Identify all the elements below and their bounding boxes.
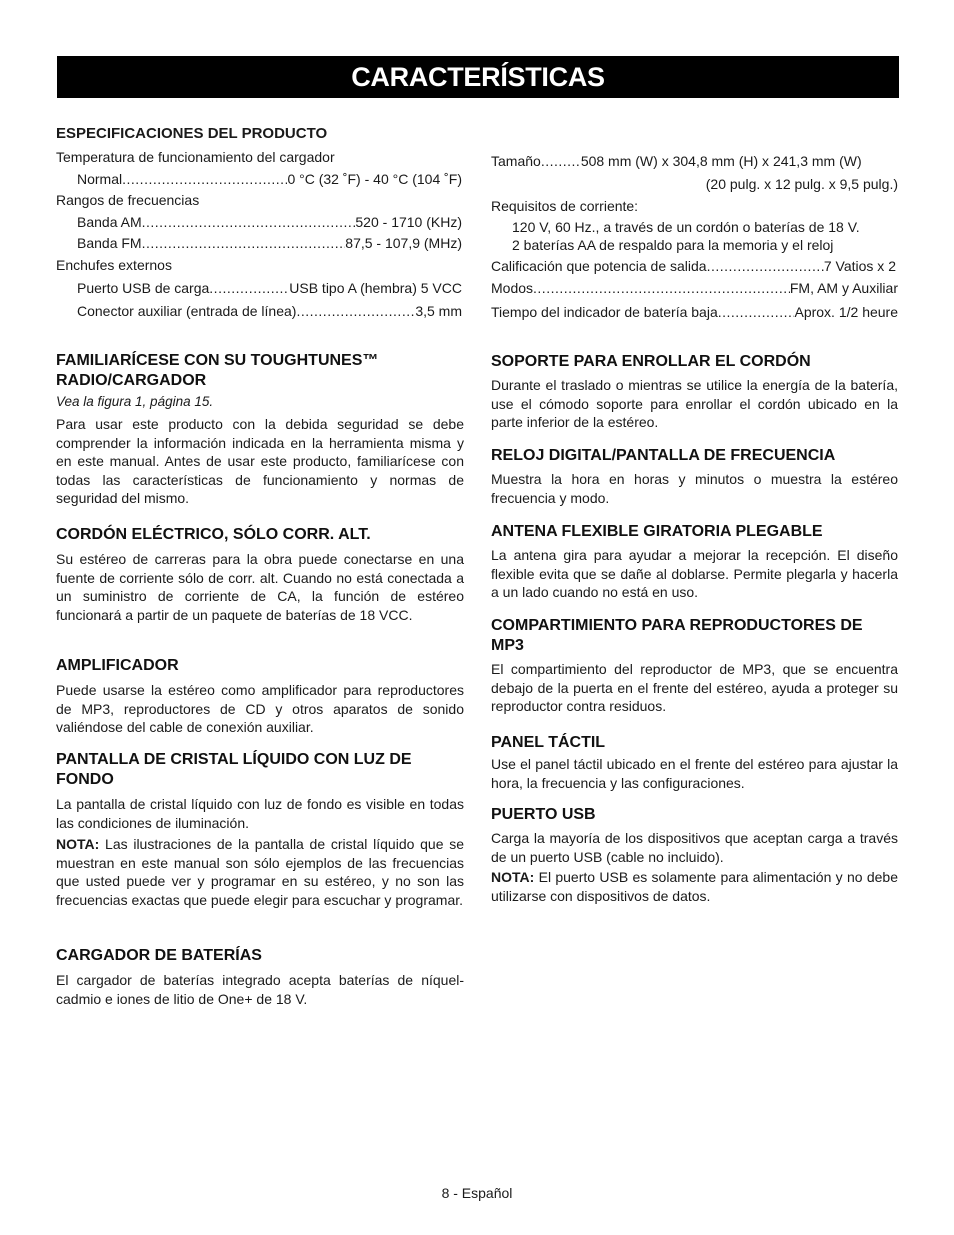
spec-value: 3,5 mm xyxy=(415,303,462,319)
section-body: Durante el traslado o mientras se utilice la energía de la batería, use el cómodo soporte para enrollar el cordón ubicado en la parte inferior de la estéreo. xyxy=(491,377,898,431)
spec-aux xyxy=(77,302,462,320)
section-mp3 xyxy=(491,616,898,716)
section-body: El cargador de baterías integrado acepta baterías de níquel-cadmio e iones de litio de One+ de 18 V. xyxy=(56,972,464,1007)
section-body: Para usar este producto con la debida seguridad se debe comprender la información indicada en la herramienta misma y en este manual. Antes de usar este producto, familiarícese con todas las características de funcionamiento y normas de seguridad del mismo. xyxy=(56,416,464,507)
spec-label: Tamaño xyxy=(491,153,541,169)
page-number: 8 - Español xyxy=(441,1185,513,1201)
note-text: Las ilustraciones de la pantalla de cristal líquido que se muestran en este manual son sólo ejemplos de las frecuencias que usted puede ver y programar en su estéreo, y no son las frecuencias exactas que puede elegir para escuchar y programar. xyxy=(56,836,465,908)
spec-size-imperial: (20 pulg. x 12 pulg. x 9,5 pulg.) xyxy=(705,176,898,192)
spec-normal xyxy=(77,170,462,188)
spec-size xyxy=(491,152,898,170)
section-title: AMPLIFICADOR xyxy=(56,657,179,674)
section-cord-wrap xyxy=(491,352,898,432)
section-title: PANTALLA DE CRISTAL LÍQUIDO CON LUZ DE FONDO xyxy=(56,751,412,788)
section-familiarize xyxy=(56,351,464,508)
section-title: COMPARTIMIENTO PARA REPRODUCTORES DE MP3 xyxy=(491,617,863,654)
spec-label: Modos xyxy=(491,280,534,296)
spec-value: 508 mm (W) x 304,8 mm (H) x 241,3 mm (W) xyxy=(580,153,862,169)
note-text: El puerto USB es solamente para alimentación y no debe utilizarse con dispositivos de datos. xyxy=(491,869,899,904)
section-title: CORDÓN ELÉCTRICO, SÓLO CORR. ALT. xyxy=(56,526,371,543)
section-battery-charger xyxy=(56,946,464,1008)
section-touch-panel xyxy=(491,733,898,792)
section-body: La pantalla de cristal líquido con luz de fondo es visible en todas las condiciones de iluminación. xyxy=(56,796,464,831)
section-body: Use el panel táctil ubicado en el frente del estéreo para ajustar la hora, la frecuencia y las configuraciones. xyxy=(491,756,898,791)
spec-am xyxy=(77,213,462,231)
section-cord xyxy=(56,525,464,624)
spec-output xyxy=(491,257,896,275)
spec-label: Conector auxiliar (entrada de línea) xyxy=(77,303,297,319)
spec-value: 520 - 1710 (KHz) xyxy=(355,214,462,230)
spec-label: Calificación que potencia de salida xyxy=(491,258,707,274)
freq-label: Rangos de frecuencias xyxy=(56,192,200,208)
spec-value: 0 °C (32 ˚F) - 40 °C (104 ˚F) xyxy=(287,171,462,187)
spec-label: Puerto USB de carga xyxy=(77,280,210,296)
section-body: Muestra la hora en horas y minutos o muestra la estéreo frecuencia y modo. xyxy=(491,471,898,506)
spec-value: USB tipo A (hembra) 5 VCC xyxy=(289,280,462,296)
spec-value: Aprox. 1/2 heure xyxy=(794,304,898,320)
note-label: NOTA: xyxy=(491,869,535,886)
spec-label: Normal xyxy=(77,171,123,187)
spec-modes xyxy=(491,279,898,297)
power-line1: 120 V, 60 Hz., a través de un cordón o baterías de 18 V. xyxy=(512,219,860,235)
section-title: RELOJ DIGITAL/PANTALLA DE FRECUENCIA xyxy=(491,447,836,464)
section-note xyxy=(491,868,898,905)
section-title: ANTENA FLEXIBLE GIRATORIA PLEGABLE xyxy=(491,523,823,540)
note-label: NOTA: xyxy=(56,836,100,853)
section-body: Su estéreo de carreras para la obra puede conectarse en una fuente de corriente sólo de corr. alt. Cuando no está conectada a un suministro de corriente de CA, la función de estéreo funcionará a partir de un paquete de baterías de 18 VCC. xyxy=(56,551,464,623)
section-title: CARGADOR DE BATERÍAS xyxy=(56,947,262,964)
spec-value: 87,5 - 107,9 (MHz) xyxy=(345,235,462,251)
section-antenna xyxy=(491,522,898,602)
spec-label: Tiempo del indicador de batería baja xyxy=(491,304,718,320)
charger-temp-label: Temperatura de funcionamiento del cargador xyxy=(56,149,335,165)
section-body: El compartimiento del reproductor de MP3, que se encuentra debajo de la puerta en el frente del estéreo, ayuda a proteger su reproductor contra residuos. xyxy=(491,661,898,715)
section-title: PANEL TÁCTIL xyxy=(491,734,606,751)
spec-label: Banda AM xyxy=(77,214,142,230)
section-title: SOPORTE PARA ENROLLAR EL CORDÓN xyxy=(491,353,811,370)
page-title: CARACTERÍSTICAS xyxy=(57,56,899,98)
spec-value: FM, AM y Auxiliar xyxy=(789,280,898,296)
section-body: La antena gira para ayudar a mejorar la recepción. El diseño flexible evita que se dañe al doblarse. Permite plegarla y hacerla a un lado cuando no está en uso. xyxy=(491,547,898,601)
section-body: Puede usarse la estéreo como amplificador para reproductores de MP3, reproductores de CD y otros aparatos de sonido valiéndose del cable de conexión auxiliar. xyxy=(56,682,464,736)
section-amplifier xyxy=(56,656,464,737)
section-clock xyxy=(491,446,898,507)
section-lcd xyxy=(56,750,464,910)
section-title: PUERTO USB xyxy=(491,806,596,823)
specs-title: ESPECIFICACIONES DEL PRODUCTO xyxy=(56,125,328,142)
spec-fm xyxy=(77,234,462,252)
spec-usb xyxy=(77,279,462,297)
spec-value: 7 Vatios x 2 xyxy=(823,258,896,274)
section-body: Carga la mayoría de los dispositivos que aceptan carga a través de un puerto USB (cable no incluido). xyxy=(491,830,898,865)
section-title: FAMILIARÍCESE CON SU TOUGHTUNES™ RADIO/CARGADOR xyxy=(56,352,379,389)
section-usb-port xyxy=(491,805,898,905)
spec-label: Banda FM xyxy=(77,235,142,251)
spec-battery-low xyxy=(491,303,898,321)
section-note xyxy=(56,835,464,909)
figure-reference: Vea la figura 1, página 15. xyxy=(56,394,214,409)
ext-label: Enchufes externos xyxy=(56,257,172,273)
power-line2: 2 baterías AA de respaldo para la memoria y el reloj xyxy=(512,237,834,253)
power-label: Requisitos de corriente: xyxy=(491,198,639,214)
